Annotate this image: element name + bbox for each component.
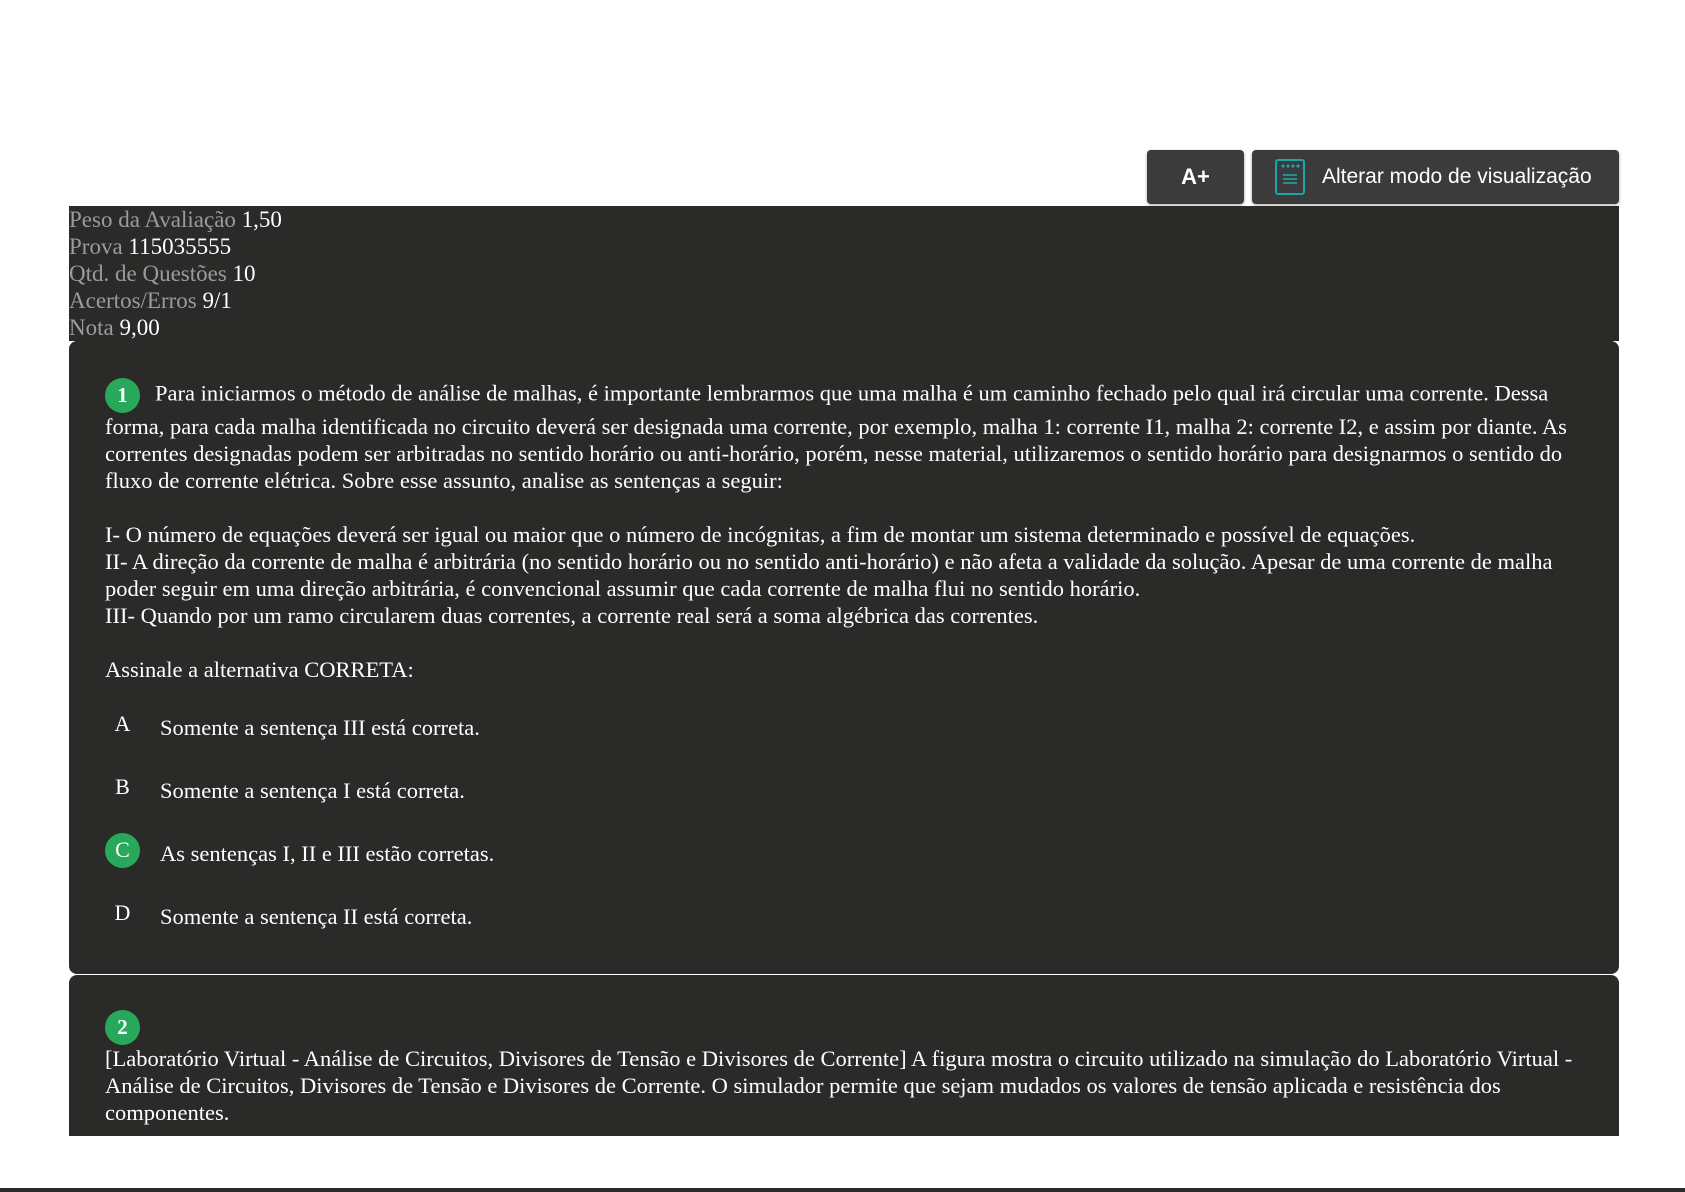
summary-row-hits-misses: Acertos/Erros 9/1 [69,288,232,313]
option-d[interactable] [105,885,1581,948]
question-card-1 [69,341,1619,974]
option-b[interactable] [105,759,1581,822]
summary-row-question-count: Qtd. de Questões 10 [69,261,256,286]
question-1-options [105,696,1581,948]
exam-summary [69,206,1619,341]
summary-row-grade: Nota 9,00 [69,315,160,340]
option-letter: B [115,774,130,799]
document-view-icon [1274,158,1306,196]
question-number-badge: 1 [105,378,140,413]
summary-row-exam: Prova 115035555 [69,234,232,259]
option-text: Somente a sentença II está correta. [160,904,473,929]
option-text: Somente a sentença III está correta. [160,715,480,740]
summary-row-weight: Peso da Avaliação 1,50 [69,207,282,232]
question-1-text [105,378,1581,494]
statement-1: I- O número de equações deverá ser igual ou maior que o número de incógnitas, a fim de montar um sistema determinado e possível de equações. [105,522,1416,547]
font-size-increase-button[interactable]: A+ [1147,150,1244,204]
statement-2: II- A direção da corrente de malha é arbitrária (no sentido horário ou no sentido anti-horário) e não afeta a validade da solução. Apesar de uma corrente de malha poder seguir em uma direção arbitrária, é convencional assumir que cada corrente de malha flui no sentido horário. [105,549,1553,601]
option-letter: D [114,900,131,925]
option-letter: A [114,711,131,736]
question-1-intro: Para iniciarmos o método de análise de malhas, é importante lembrarmos que uma malha é um caminho fechado pelo qual irá circular uma corrente. Dessa forma, para cada malha identificada no circuito deverá ser designada uma corrente, por exemplo, malha 1: corrente I1, malha 2: corrente I2, e assim por diante. As correntes designadas podem ser arbitradas no sentido horário ou anti-horário, porém, nesse material, utilizaremos o sentido horário para designarmos o sentido do fluxo de corrente elétrica. Sobre esse assunto, analise as sentenças a seguir: [105,380,1567,493]
question-2-intro: [Laboratório Virtual - Análise de Circuitos, Divisores de Tensão e Divisores de Corrente] A figura mostra o circuito utilizado na simulação do Laboratório Virtual - Análise de Circuitos, Divisores de Tensão e Divisores de Corrente. O simulador permite que sejam mudados os valores de tensão aplicada e resistência dos componentes. [105,1046,1573,1125]
bottom-divider [0,1188,1685,1192]
question-1-prompt: Assinale a alternativa CORRETA: [105,657,414,682]
option-c[interactable] [105,822,1581,885]
option-text: Somente a sentença I está correta. [160,778,465,803]
question-1-statements [105,521,1581,629]
change-view-mode-label: Alterar modo de visualização [1322,165,1592,188]
option-text: As sentenças I, II e III estão corretas. [160,841,495,866]
change-view-mode-button[interactable] [1252,150,1619,204]
toolbar [1147,150,1619,204]
question-card-2 [69,975,1619,1136]
statement-3: III- Quando por um ramo circularem duas correntes, a corrente real será a soma algébrica das correntes. [105,603,1039,628]
option-a[interactable] [105,696,1581,759]
question-number-badge: 2 [105,1010,140,1045]
option-letter-correct: C [105,833,140,868]
